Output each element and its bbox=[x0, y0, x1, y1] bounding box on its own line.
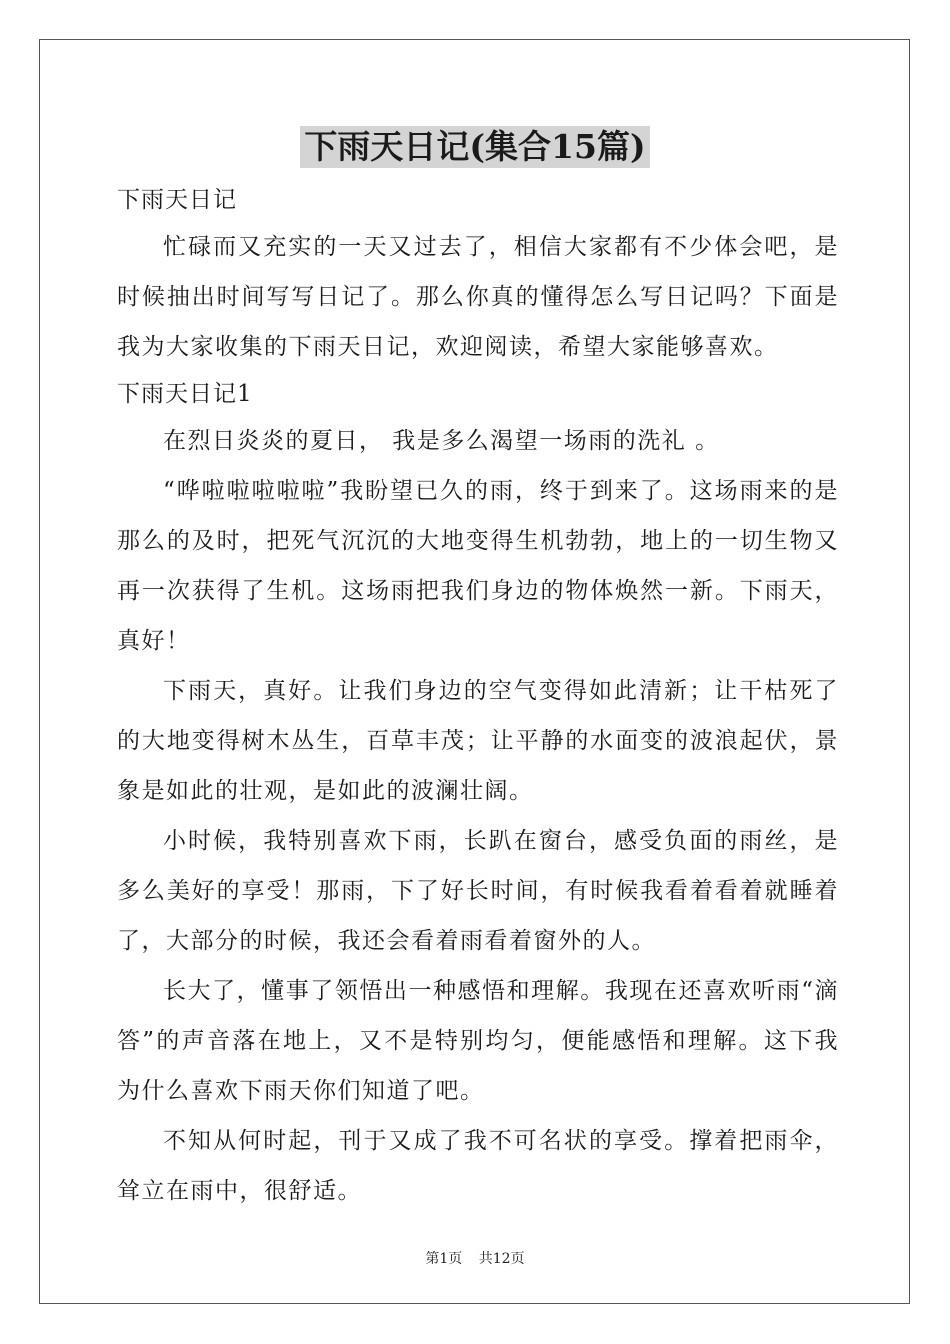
section-heading-1: 下雨天日记1 bbox=[117, 381, 253, 407]
body-paragraph: 长大了，懂事了领悟出一种感悟和理解。我现在还喜欢听雨“滴答”的声音落在地上，又不是特别均匀，便能感悟和理解。这下我为什么喜欢下雨天你们知道了吧。 bbox=[117, 978, 839, 1104]
document-body bbox=[117, 178, 839, 1216]
section-heading-main: 下雨天日记 bbox=[117, 187, 237, 213]
body-paragraph: 不知从何时起，刊于又成了我不可名状的享受。撑着把雨伞，耸立在雨中，很舒适。 bbox=[117, 1128, 839, 1204]
page-number-total: 共12页 bbox=[478, 1251, 525, 1267]
page-number-current: 第1页 bbox=[425, 1251, 463, 1267]
page-footer bbox=[0, 1248, 950, 1268]
intro-paragraph: 忙碌而又充实的一天又过去了，相信大家都有不少体会吧，是时候抽出时间写写日记了。那么你真的懂得怎么写日记吗？下面是我为大家收集的下雨天日记，欢迎阅读，希望大家能够喜欢。 bbox=[117, 234, 839, 360]
body-paragraph: 在烈日炎炎的夏日， 我是多么渴望一场雨的洗礼 。 bbox=[163, 428, 720, 454]
document-title: 下雨天日记(集合15篇) bbox=[300, 126, 649, 168]
body-paragraph: 下雨天，真好。让我们身边的空气变得如此清新；让干枯死了的大地变得树木丛生，百草丰茂；让平静的水面变的波浪起伏，景象是如此的壮观，是如此的波澜壮阔。 bbox=[117, 678, 839, 804]
title-container bbox=[0, 126, 950, 168]
body-paragraph: 小时候，我特别喜欢下雨，长趴在窗台，感受负面的雨丝，是多么美好的享受！那雨，下了好长时间，有时候我看着看着就睡着了，大部分的时候，我还会看着雨看着窗外的人。 bbox=[117, 828, 839, 954]
body-paragraph: “哗啦啦啦啦啦”我盼望已久的雨，终于到来了。这场雨来的是那么的及时，把死气沉沉的大地变得生机勃勃，地上的一切生物又再一次获得了生机。这场雨把我们身边的物体焕然一新。下雨天，真好！ bbox=[117, 478, 839, 654]
